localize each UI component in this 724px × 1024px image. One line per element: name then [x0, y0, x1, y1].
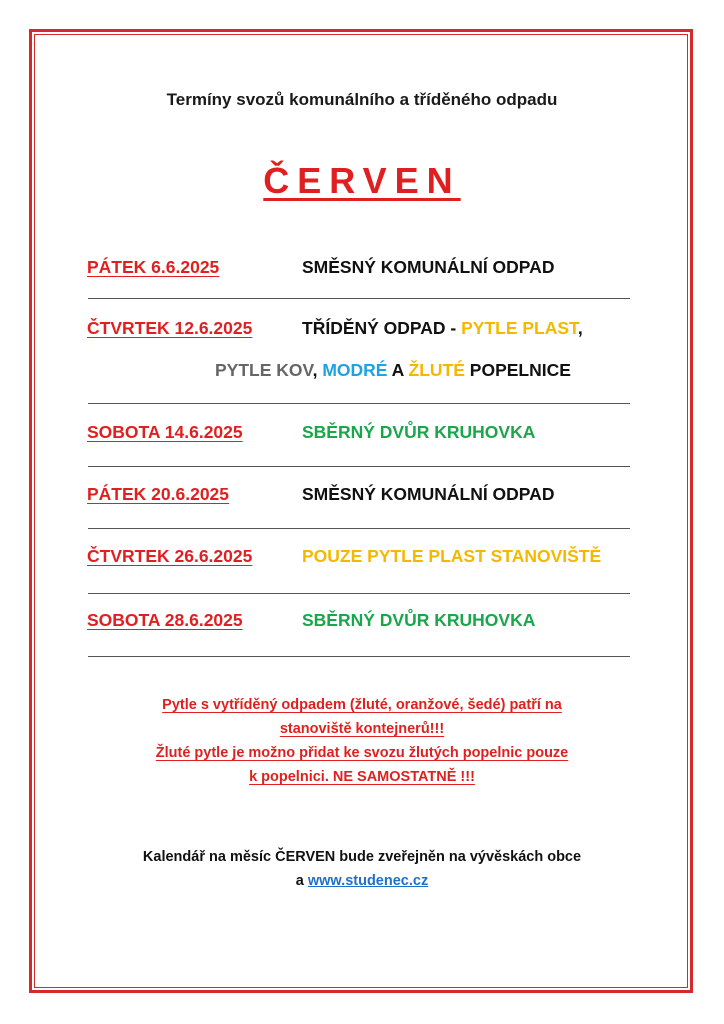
- schedule-date: PÁTEK 20.6.2025: [87, 484, 230, 504]
- document-title: Termíny svozů komunálního a tříděného odpadu: [166, 90, 558, 109]
- month-heading: [0, 160, 724, 202]
- schedule-desc: SMĚSNÝ KOMUNÁLNÍ ODPAD: [302, 484, 555, 504]
- divider: [88, 656, 630, 657]
- desc-part: ,: [577, 318, 583, 338]
- schedule-desc: SBĚRNÝ DVŮR KRUHOVKA: [302, 610, 536, 630]
- schedule-desc: POUZE PYTLE PLAST STANOVIŠTĚ: [302, 546, 602, 566]
- desc-part: ,: [312, 360, 323, 380]
- footer-prefix: a: [295, 873, 308, 889]
- desc-plastic-bags: PYTLE PLAST: [461, 318, 578, 338]
- divider: [88, 298, 630, 299]
- footer-line: Kalendář na měsíc ČERVEN bude zveřejněn na vývěskách obce: [142, 849, 582, 865]
- divider: [88, 593, 630, 594]
- notice-line: Žluté pytle je možno přidat ke svozu žlutých popelnic pouze: [155, 745, 569, 761]
- footer-line2: [0, 869, 724, 893]
- month-label: ČERVEN: [263, 160, 461, 201]
- divider: [88, 528, 630, 529]
- desc-part: TŘÍDĚNÝ ODPAD -: [302, 318, 462, 338]
- desc-metal-bags: PYTLE KOV: [215, 360, 313, 380]
- notice-line: k popelnici. NE SAMOSTATNĚ !!!: [249, 769, 475, 785]
- notice-line: stanoviště kontejnerů!!!: [279, 721, 445, 737]
- schedule-date: ČTVRTEK 26.6.2025: [87, 546, 253, 566]
- schedule-desc: SMĚSNÝ KOMUNÁLNÍ ODPAD: [302, 257, 555, 277]
- desc-blue-bins: MODRÉ: [322, 360, 388, 380]
- website-link[interactable]: www.studenec.cz: [307, 873, 429, 889]
- footer-block: [0, 845, 724, 893]
- schedule-date: PÁTEK 6.6.2025: [87, 257, 220, 277]
- divider: [88, 403, 630, 404]
- desc-yellow-bins: ŽLUTÉ: [408, 360, 465, 380]
- desc-part: POPELNICE: [464, 360, 571, 380]
- desc-part: A: [387, 360, 409, 380]
- schedule-date: SOBOTA 14.6.2025: [87, 422, 243, 442]
- divider: [88, 466, 630, 467]
- schedule-date: SOBOTA 28.6.2025: [87, 610, 243, 630]
- schedule-desc: SBĚRNÝ DVŮR KRUHOVKA: [302, 422, 536, 442]
- schedule-date: ČTVRTEK 12.6.2025: [87, 318, 253, 338]
- schedule-desc: [302, 318, 583, 339]
- notice-block: [0, 693, 724, 789]
- notice-line: Pytle s vytříděný odpadem (žluté, oranžové, šedé) patří na: [162, 697, 562, 713]
- schedule-desc-line2: [215, 360, 571, 381]
